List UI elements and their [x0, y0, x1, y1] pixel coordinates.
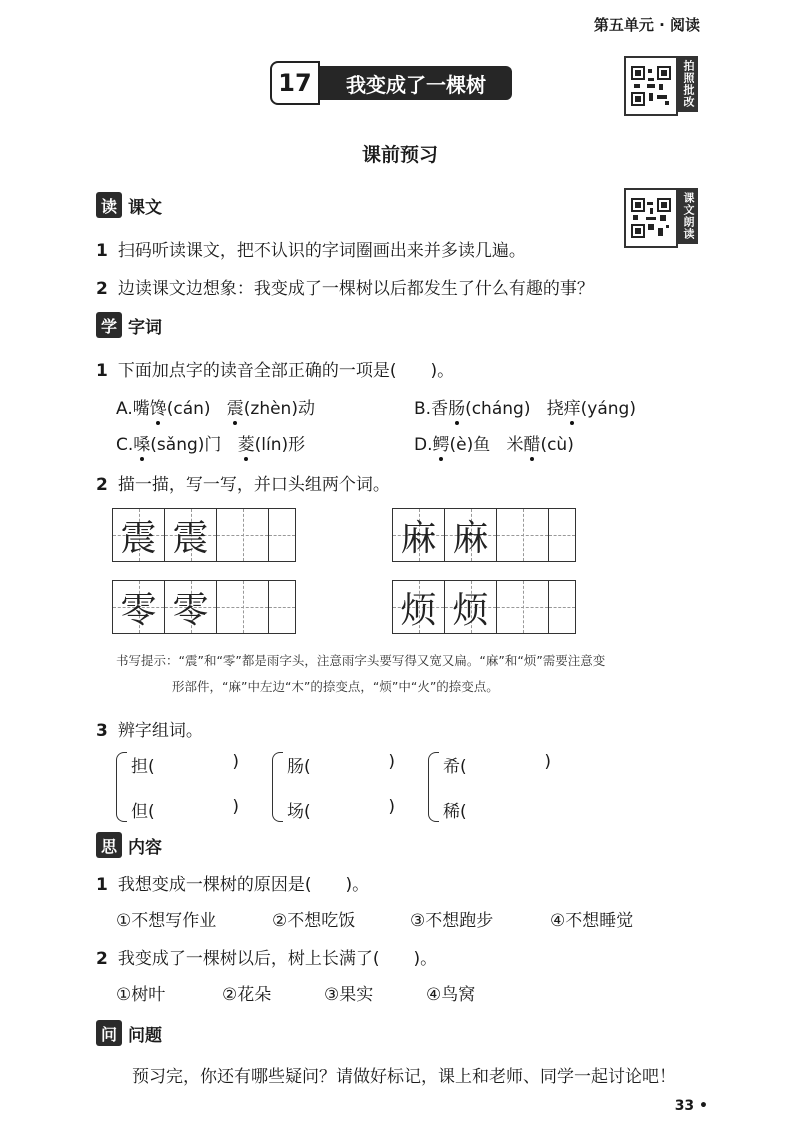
read-item-2: 2 边读课文边想象：我变成了一棵树以后都发生了什么有趣的事？ [96, 279, 594, 299]
writing-tip: 书写提示：“震”和“零”都是雨字头，注意雨字头要写得又宽又扁。“麻”和“烦”需要注意变 形部件，“麻”中左边“木”的捺变点，“烦”中“火”的捺变点。 [116, 653, 606, 694]
grid-cell[interactable] [269, 581, 295, 633]
writing-grid-fan[interactable] [392, 580, 576, 634]
grid-cell[interactable] [269, 509, 295, 561]
grid-cell[interactable] [549, 581, 575, 633]
lesson-title [270, 62, 512, 104]
ask-text: 预习完，你还有哪些疑问？请做好标记，课上和老师、同学一起讨论吧！ [132, 1067, 676, 1087]
learn-label: 字词 [128, 317, 162, 338]
option-d[interactable]: D.鳄(è)鱼 米醋(cù) [414, 435, 574, 455]
section-title: 课前预习 [361, 144, 438, 166]
section-think [96, 832, 162, 858]
learn-icon: 学 [96, 312, 122, 338]
read-label: 课文 [128, 197, 162, 218]
question-stem: 我变成了一棵树以后，树上长满了( )。 [117, 949, 438, 969]
think-question-2: 2 我变成了一棵树以后，树上长满了( )。 [96, 949, 438, 969]
think-q2-option-3[interactable]: ③果实 [324, 985, 374, 1005]
think-icon: 思 [96, 832, 122, 858]
grid-cell: 震 [113, 509, 165, 561]
word-pair-1[interactable]: 担( ) 但( ) [116, 752, 239, 822]
question-stem: 辨字组词。 [117, 721, 203, 741]
grid-cell: 麻 [445, 509, 497, 561]
think-label: 内容 [128, 837, 162, 858]
grid-cell: 烦 [393, 581, 445, 633]
qr-code-icon [624, 188, 678, 248]
think-q2-option-2[interactable]: ②花朵 [222, 985, 272, 1005]
question-stem: 我想变成一棵树的原因是( )。 [117, 875, 370, 895]
think-q1-option-1[interactable]: ①不想写作业 [116, 911, 217, 931]
think-q2-option-4[interactable]: ④鸟窝 [426, 985, 476, 1005]
page-number: 33 • [674, 1098, 708, 1114]
word-pair-2[interactable]: 肠( ) 场( ) [272, 752, 395, 822]
grid-cell[interactable] [217, 509, 269, 561]
grid-cell: 震 [165, 509, 217, 561]
qr-code-icon [624, 56, 678, 116]
question-stem: 下面加点字的读音全部正确的一项是( )。 [117, 361, 455, 381]
writing-grid-ling[interactable] [112, 580, 296, 634]
think-q1-option-2[interactable]: ②不想吃饭 [272, 911, 356, 931]
think-question-1: 1 我想变成一棵树的原因是( )。 [96, 875, 370, 895]
writing-grid-zhen[interactable] [112, 508, 296, 562]
grid-cell[interactable] [497, 581, 549, 633]
read-item-text: 边读课文边想象：我变成了一棵树以后都发生了什么有趣的事？ [117, 279, 594, 299]
question-stem: 描一描，写一写，并口头组两个词。 [117, 475, 390, 495]
think-q1-option-4[interactable]: ④不想睡觉 [550, 911, 634, 931]
word-pair-3[interactable]: 希( ) 稀( [428, 752, 551, 822]
writing-grid-ma[interactable] [392, 508, 576, 562]
section-ask [96, 1020, 162, 1046]
brace [116, 752, 127, 822]
brace [272, 752, 283, 822]
qr-tag-reading: 课文朗读 [678, 188, 698, 244]
qr-code-grading[interactable] [624, 56, 698, 116]
grid-cell: 烦 [445, 581, 497, 633]
learn-question-3: 3 辨字组词。 [96, 721, 203, 741]
grid-cell[interactable] [497, 509, 549, 561]
learn-question-1: 1 下面加点字的读音全部正确的一项是( )。 [96, 361, 455, 381]
brace [428, 752, 439, 822]
grid-cell[interactable] [217, 581, 269, 633]
read-icon: 读 [96, 192, 122, 218]
option-a[interactable]: A.嘴馋(cán) 震(zhèn)动 [116, 399, 315, 419]
qr-tag-grading: 拍照批改 [678, 56, 698, 112]
learn-question-2: 2 描一描，写一写，并口头组两个词。 [96, 475, 390, 495]
read-item-1: 1 扫码听读课文，把不认识的字词圈画出来并多读几遍。 [96, 241, 526, 261]
ask-icon: 问 [96, 1020, 122, 1046]
qr-code-reading[interactable] [624, 188, 698, 248]
read-item-text: 扫码听读课文，把不认识的字词圈画出来并多读几遍。 [117, 241, 526, 261]
grid-cell: 麻 [393, 509, 445, 561]
ask-label: 问题 [128, 1025, 162, 1046]
unit-header: 第五单元 · 阅读 [593, 16, 700, 34]
lesson-name: 我变成了一棵树 [320, 66, 512, 100]
section-read [96, 192, 162, 218]
think-q2-option-1[interactable]: ①树叶 [116, 985, 166, 1005]
option-b[interactable]: B.香肠(cháng) 挠痒(yáng) [414, 399, 636, 419]
grid-cell: 零 [165, 581, 217, 633]
grid-cell: 零 [113, 581, 165, 633]
option-c[interactable]: C.嗓(sǎng)门 菱(lín)形 [116, 435, 306, 455]
think-q1-option-3[interactable]: ③不想跑步 [410, 911, 494, 931]
section-learn [96, 312, 162, 338]
grid-cell[interactable] [549, 509, 575, 561]
lesson-number: 17 [270, 61, 320, 105]
